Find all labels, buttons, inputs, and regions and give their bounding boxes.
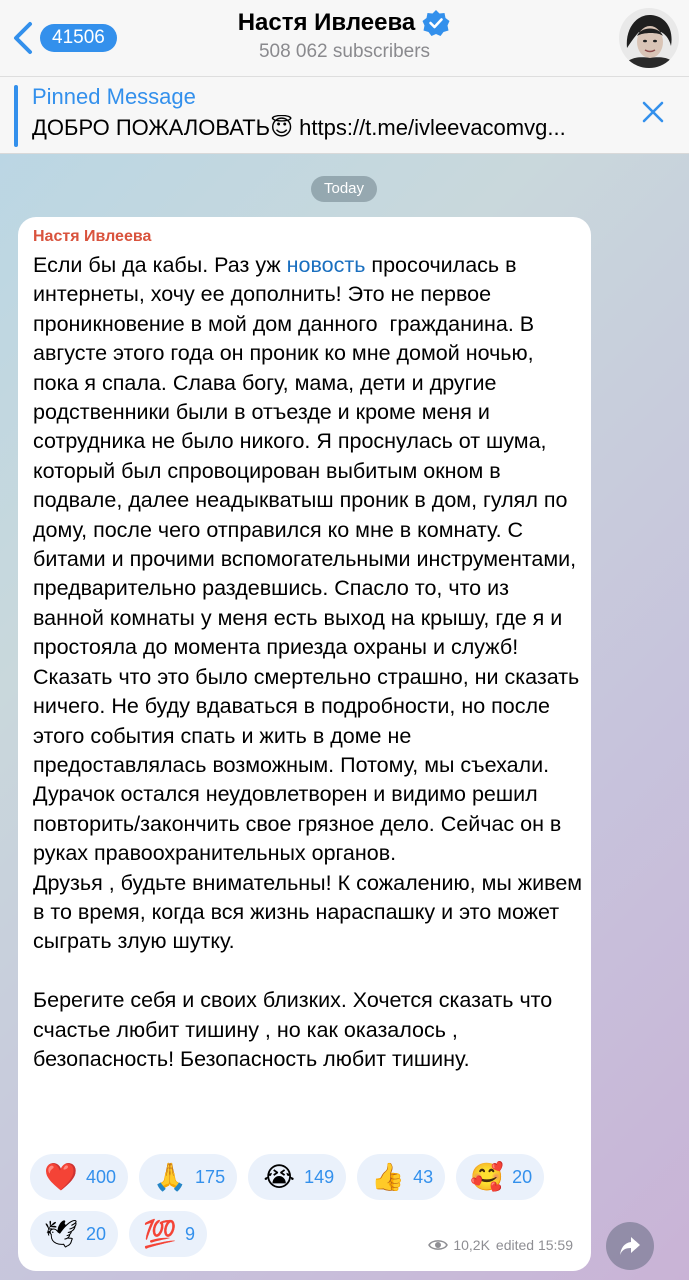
reaction-thumbs-up[interactable] [357, 1154, 445, 1200]
thumbs-up-emoji-icon: 👍 [371, 1162, 405, 1192]
reaction-count: 149 [304, 1166, 335, 1187]
message-link[interactable]: новость [286, 253, 366, 277]
pinned-title: Pinned Message [32, 84, 196, 109]
chevron-left-icon [10, 20, 36, 56]
view-count: 10,2K [453, 1237, 490, 1253]
reaction-hundred[interactable] [129, 1211, 207, 1257]
reaction-count: 20 [86, 1223, 107, 1244]
reaction-count: 400 [86, 1166, 117, 1187]
reaction-hearts-face[interactable] [456, 1154, 544, 1200]
dove-emoji-icon: 🕊 [44, 1219, 79, 1249]
date-divider: Today [311, 176, 377, 202]
close-icon[interactable] [641, 100, 665, 124]
share-button[interactable] [606, 1222, 654, 1270]
pinned-indicator [14, 85, 18, 147]
avatar-photo [619, 8, 679, 68]
share-arrow-icon [618, 1235, 642, 1257]
verified-icon [421, 8, 451, 38]
pray-emoji-icon: 🙏 [153, 1162, 187, 1192]
pinned-message-bar[interactable] [0, 76, 689, 154]
channel-info[interactable] [150, 8, 539, 63]
heart-emoji-icon: ❤️ [44, 1162, 78, 1192]
reaction-dove[interactable] [30, 1211, 118, 1257]
avatar[interactable] [619, 8, 679, 68]
pinned-text: ДОБРО ПОЖАЛОВАТЬ😇 https://t.me/ivleevacomvg... [32, 115, 566, 140]
unread-count-badge: 41506 [40, 24, 117, 52]
reaction-count: 9 [185, 1223, 196, 1244]
subscriber-count: 508 062 subscribers [258, 41, 431, 62]
reaction-pray[interactable] [139, 1154, 237, 1200]
crying-emoji-icon: 😭 [263, 1161, 295, 1192]
chat-header [0, 0, 689, 76]
edited-time: edited 15:59 [495, 1237, 573, 1253]
back-button[interactable] [10, 20, 117, 56]
reaction-count: 43 [413, 1166, 434, 1187]
reaction-crying[interactable] [248, 1154, 346, 1200]
reaction-heart[interactable] [30, 1154, 128, 1200]
channel-title: Настя Ивлеева [237, 9, 416, 36]
message-text-part: просочилась в интернеты, хочу ее дополнить! Это не первое проникновение в мой дом данного гражданина. В августе этого года он проник ко мне домой ночью, пока я спала. Слава богу, мама, дети и другие родственники были в отъезде и кроме меня и сотрудника не было никого. Я проснулась от шума, который был спровоцирован выбитым окном в подвале, далее неадыкватыш проник в дом, гулял по дому, после чего отправился ко мне в комнату. С битами и прочими вспомогательными инструментами, предварительно раздевшись. Спасло то, что из ванной комнаты у меня есть выход на крышу, где я и простояла до момента приезда охраны и служб! Сказать что это было смертельно страшно, ни сказать ничего. Не буду вдаваться в подробности, но после этого события спать и жить в доме не предоставлялась возможным. Потому, мы съехали. Дурачок остался неудовлетворен и видимо решил повторить/закончить свое грязное дело. Сейчас он в руках правоохранительных органов. Друзья , будьте внимательны! К сожалению, мы живем в то время, когда вся жизнь нараспашку и это может сыграть злую шутку. Берегите себя и своих близких. Хочется сказать что счастье любит тишину , но как оказалось , безопасность! Безопасность любит тишину. [33, 253, 583, 1071]
message-bubble[interactable] [18, 217, 591, 1271]
message-text [33, 251, 583, 1074]
reaction-count: 175 [195, 1166, 226, 1187]
message-text-part: Если бы да кабы. Раз уж [33, 253, 287, 277]
hundred-emoji-icon: 💯 [143, 1219, 177, 1249]
message-meta [428, 1237, 573, 1253]
eye-icon [428, 1238, 448, 1252]
reaction-count: 20 [512, 1166, 533, 1187]
hearts-face-emoji-icon: 🥰 [470, 1162, 504, 1192]
message-author: Настя Ивлеева [33, 228, 152, 245]
